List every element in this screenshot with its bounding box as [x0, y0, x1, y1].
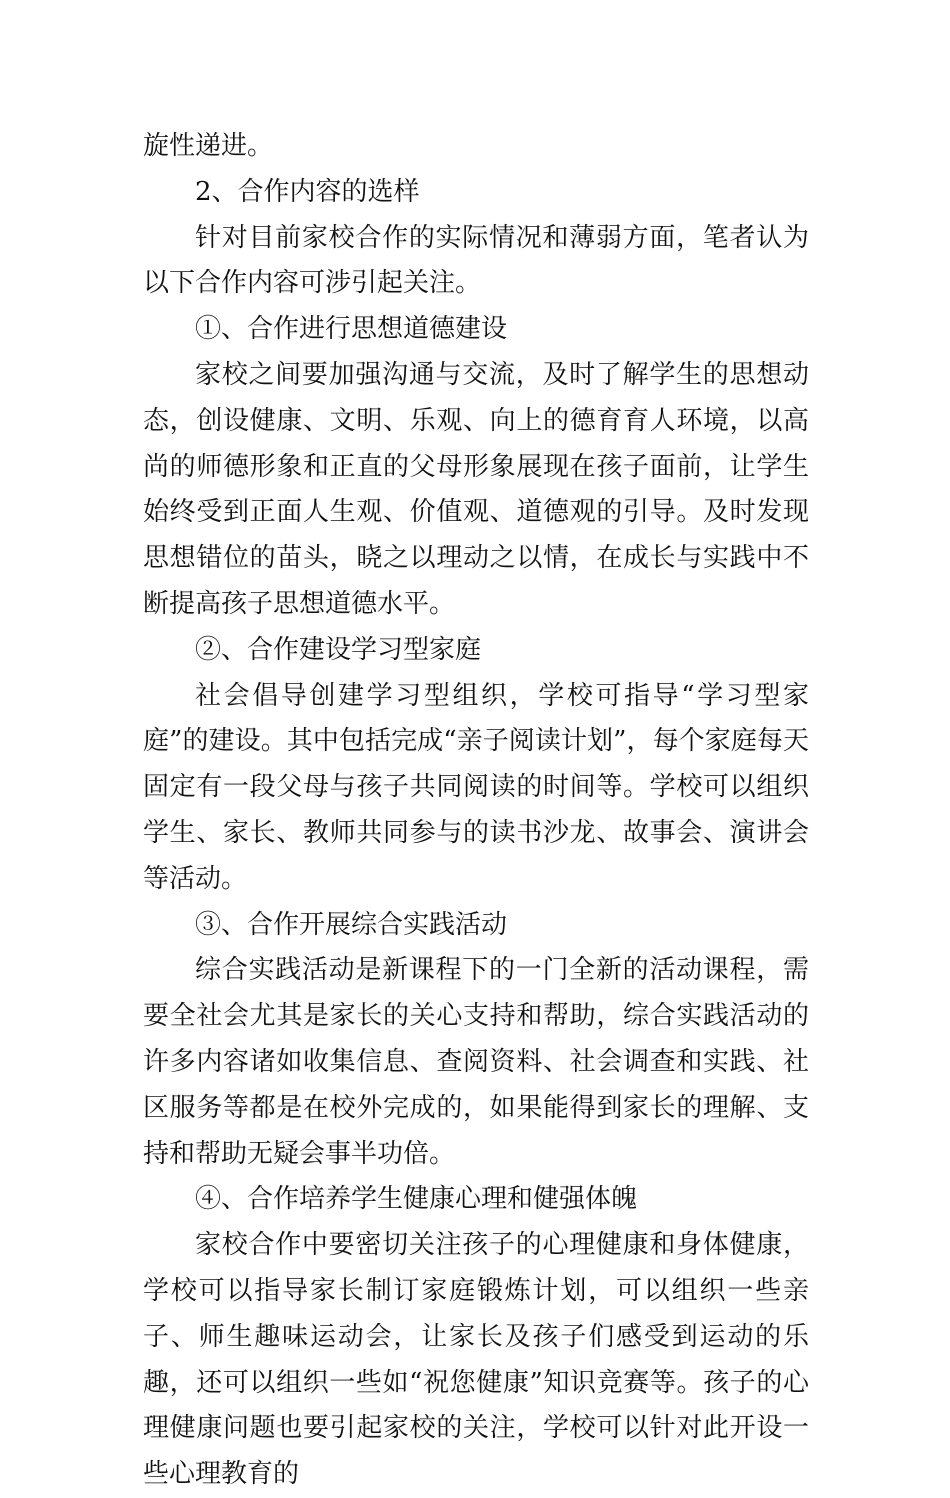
paragraph-intro: 针对目前家校合作的实际情况和薄弱方面，笔者认为以下合作内容可涉引起关注。 [143, 222, 809, 299]
paragraph-moral-education: 家校之间要加强沟通与交流，及时了解学生的思想动态，创设健康、文明、乐观、向上的德育育人环境，以高尚的师德形象和正直的父母形象展现在孩子面前，让学生始终受到正面人生观、价值观、道德观的引导。及时发现思想错位的苗头，晓之以理动之以情，在成长与实践中不断提高孩子思想道德水平。 [143, 359, 809, 619]
paragraph-health: 家校合作中要密切关注孩子的心理健康和身体健康，学校可以指导家长制订家庭锻炼计划，可以组织一些亲子、师生趣味运动会，让家长及孩子们感受到运动的乐趣，还可以组织一些如“祝您健康”知识竞赛等。孩子的心理健康问题也要引起家校的关注，学校可以针对此开设一些心理教育的 [143, 1230, 809, 1490]
paragraph-continuation: 旋性递进。 [143, 131, 274, 161]
subheading-health: ④、合作培养学生健康心理和健强体魄 [195, 1184, 638, 1215]
paragraph-learning-family: 社会倡导创建学习型组织，学校可指导“学习型家庭”的建设。其中包括完成“亲子阅读计划”，每个家庭每天固定有一段父母与孩子共同阅读的时间等。学校可以组织学生、家长、教师共同参与的读书沙龙、故事会、演讲会等活动。 [143, 680, 809, 894]
subheading-practice-activities: ③、合作开展综合实践活动 [195, 909, 508, 940]
section-heading-content-selection: 2、合作内容的选样 [195, 176, 420, 207]
subheading-learning-family: ②、合作建设学习型家庭 [195, 634, 482, 665]
paragraph-practice-activities: 综合实践活动是新课程下的一门全新的活动课程，需要全社会尤其是家长的关心支持和帮助，综合实践活动的许多内容诸如收集信息、查阅资料、社会调查和实践、社区服务等都是在校外完成的，如果能得到家长的理解、支持和帮助无疑会事半功倍。 [143, 955, 809, 1169]
document-body [143, 124, 809, 1498]
subheading-moral-education: ①、合作进行思想道德建设 [195, 314, 508, 345]
